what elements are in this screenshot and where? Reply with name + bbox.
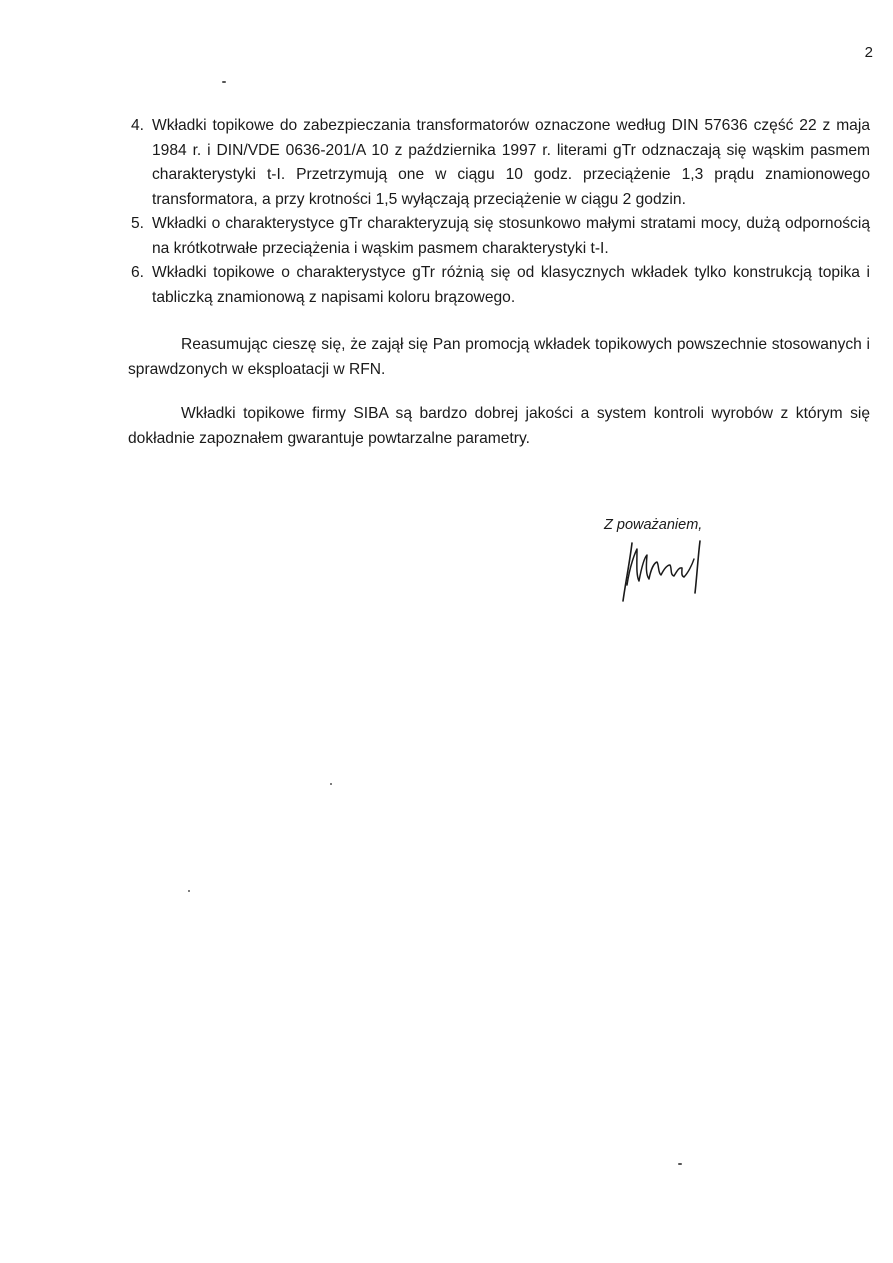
page-number: 2	[864, 44, 873, 61]
list-item	[128, 212, 870, 261]
numbered-points-list	[128, 114, 870, 310]
list-item-number: 5.	[131, 215, 145, 232]
list-item-text: Wkładki topikowe o charakterystyce gTr różnią się od klasycznych wkładek tylko konstrukcją topika i tabliczką znamionową z napisami koloru brązowego.	[152, 264, 870, 306]
list-item-text: Wkładki topikowe do zabezpieczania transformatorów oznaczone według DIN 57636 część 22 z maja 1984 r. i DIN/VDE 0636-201/A 10 z października 1997 r. literami gTr odznaczają się wąskim pasmem charakterystyki t-I. Przetrzymują one w ciągu 10 godz. przeciążenie 1,3 prądu znamionowego transformatora, a przy krotności 1,5 wyłączają przeciążenie w ciągu 2 godzin.	[152, 117, 870, 208]
scan-speck	[330, 783, 332, 785]
scan-speck	[222, 81, 226, 83]
scan-speck	[678, 1163, 682, 1165]
list-item-number: 6.	[131, 264, 145, 281]
letter-body	[128, 114, 870, 451]
scan-speck	[188, 890, 190, 892]
handwritten-signature	[618, 535, 718, 605]
list-item	[128, 261, 870, 310]
summary-paragraph: Reasumując cieszę się, że zajął się Pan promocją wkładek topikowych powszechnie stosowanych i sprawdzonych w eksploatacji w RFN.	[128, 336, 870, 378]
list-item-number: 4.	[131, 117, 145, 134]
list-item-text: Wkładki o charakterystyce gTr charakteryzują się stosunkowo małymi stratami mocy, dużą odpornością na krótkotrwałe przeciążenia i wąskim pasmem charakterystyki t-I.	[152, 215, 870, 257]
closing-salutation: Z poważaniem,	[604, 517, 703, 533]
list-item	[128, 114, 870, 212]
quality-paragraph: Wkładki topikowe firmy SIBA są bardzo dobrej jakości a system kontroli wyrobów z którym się dokładnie zapoznałem gwarantuje powtarzalne parametry.	[128, 405, 870, 447]
